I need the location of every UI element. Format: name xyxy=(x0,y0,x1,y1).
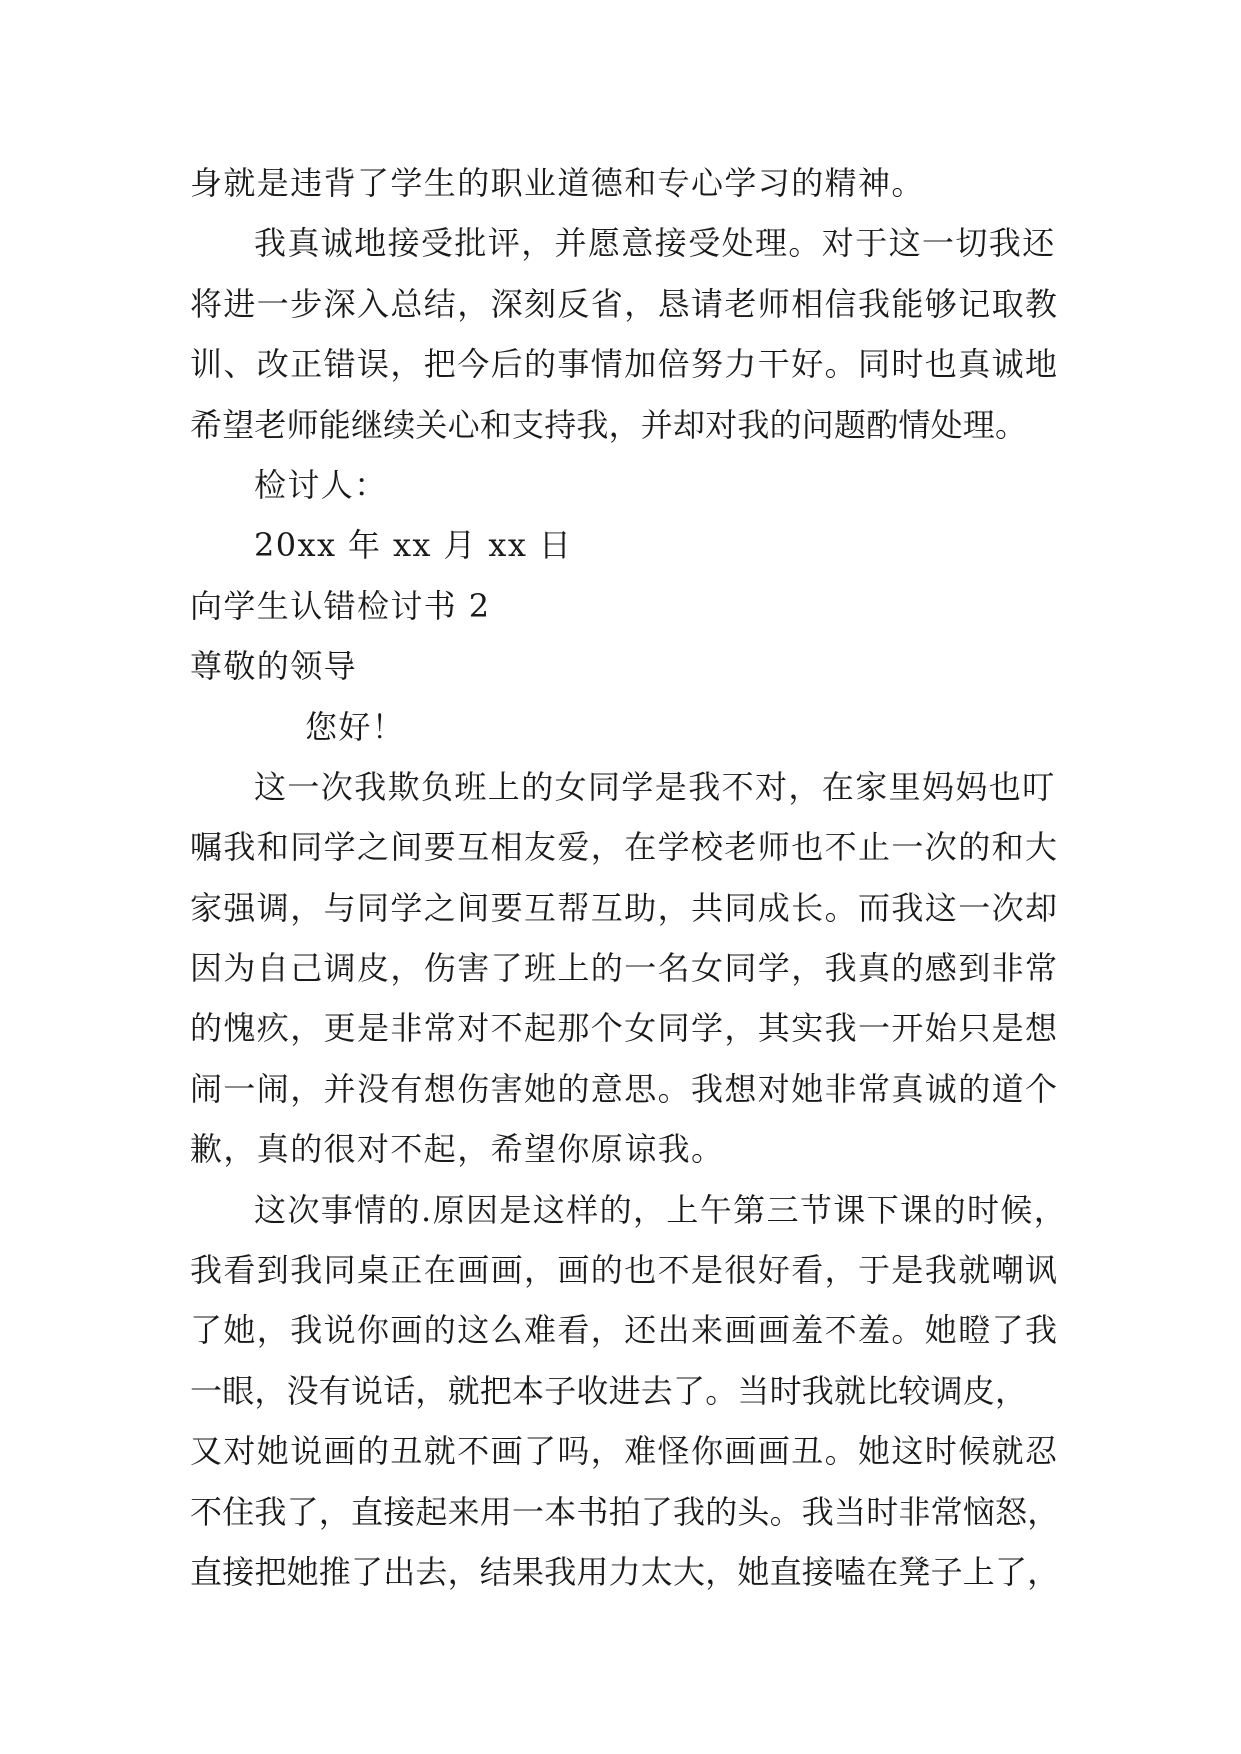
body-line: 歉，真的很对不起，希望你原谅我。 xyxy=(190,1130,725,1169)
document-body xyxy=(190,153,1070,1602)
paragraph-line: 这一次我欺负班上的女同学是我不对，在家里妈妈也叮 xyxy=(254,767,1056,806)
body-line: 嘱我和同学之间要互相友爱，在学校老师也不止一次的和大 xyxy=(190,828,1059,867)
body-line: 将进一步深入总结，深刻反省，恳请老师相信我能够记取教 xyxy=(190,284,1059,323)
body-line: 家强调，与同学之间要互帮互助，共同成长。而我这一次却 xyxy=(190,888,1059,927)
body-line: 我看到我同桌正在画画，画的也不是很好看，于是我就嘲讽 xyxy=(190,1251,1059,1290)
section-title: 向学生认错检讨书 2 xyxy=(190,586,491,625)
greeting: 您好！ xyxy=(305,707,406,746)
body-line: 训、改正错误，把今后的事情加倍努力干好。同时也真诚地 xyxy=(190,345,1059,384)
body-line: 的愧疚，更是非常对不起那个女同学，其实我一开始只是想 xyxy=(190,1009,1059,1048)
paragraph-line: 这次事情的.原因是这样的，上午第三节课下课的时候， xyxy=(254,1190,1068,1229)
paragraph-line: 我真诚地接受批评，并愿意接受处理。对于这一切我还 xyxy=(254,224,1056,263)
body-line: 直接把她推了出去，结果我用力太大，她直接嗑在凳子上了， xyxy=(190,1552,1060,1591)
salutation: 尊敬的领导 xyxy=(190,647,358,686)
body-line: 一眼，没有说话，就把本子收进去了。当时我就比较调皮， xyxy=(190,1371,1028,1410)
body-line: 闹一闹，并没有想伤害她的意思。我想对她非常真诚的道个 xyxy=(190,1069,1059,1108)
body-line: 因为自己调皮，伤害了班上的一名女同学，我真的感到非常 xyxy=(190,949,1059,988)
body-line: 身就是违背了学生的职业道德和专心学习的精神。 xyxy=(190,164,925,202)
date-line: 20xx 年 xx 月 xx 日 xyxy=(254,526,573,565)
signature-label: 检讨人： xyxy=(254,465,388,504)
body-line: 了她，我说你画的这么难看，还出来画画羞不羞。她瞪了我 xyxy=(190,1311,1059,1350)
body-line: 又对她说画的丑就不画了吗，难怪你画画丑。她这时候就忍 xyxy=(190,1432,1059,1471)
body-line: 不住我了，直接起来用一本书拍了我的头。我当时非常恼怒， xyxy=(190,1492,1060,1531)
body-line: 希望老师能继续关心和支持我，并却对我的问题酌情处理。 xyxy=(190,405,1028,444)
